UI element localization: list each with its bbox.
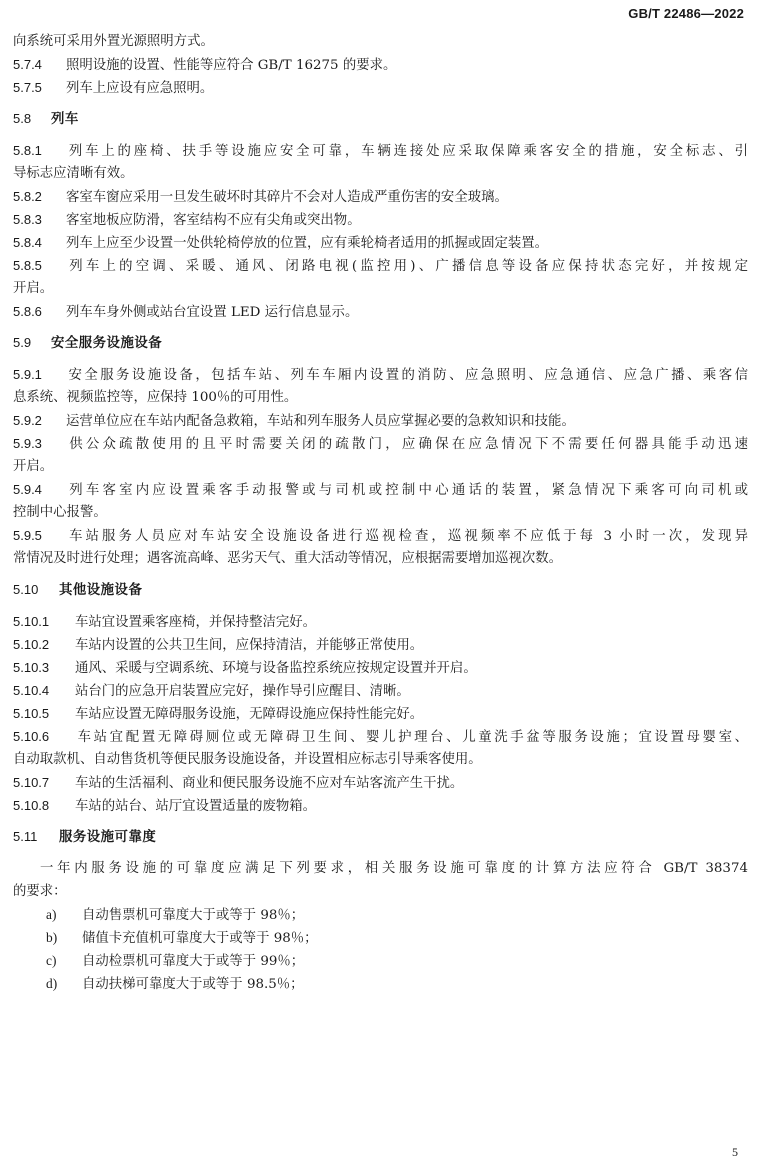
list-text: 自动扶梯可靠度大于或等于 98.5％； (82, 977, 304, 992)
clause (13, 53, 748, 76)
section-title: 服务设施可靠度 (59, 830, 157, 845)
clause-number: 5.8.5 (13, 258, 42, 273)
clause-number: 5.10.8 (13, 798, 50, 813)
clause-continuation: 开启。 (13, 459, 54, 474)
clause-number: 5.9.5 (13, 528, 42, 543)
clause-number: 5.7.5 (13, 80, 42, 95)
clause-number: 5.9.2 (13, 413, 42, 428)
clause-number: 5.9.1 (13, 367, 42, 382)
page-number: 5 (732, 1145, 738, 1159)
standard-code-header: GB/T 22486—2022 (628, 6, 744, 21)
intro-text: 一年内服务设施的可靠度应满足下列要求，相关服务设施可靠度的计算方法应符合 GB/T 38374 (40, 861, 748, 876)
list-text: 自动检票机可靠度大于或等于 99％； (82, 954, 305, 969)
clause-continuation: 息系统、视频监控等，应保持 100％的可用性。 (13, 390, 298, 405)
clause-number: 5.10.5 (13, 706, 50, 721)
intro-text: 的要求： (13, 884, 67, 899)
clause-continuation: 自动取款机、自动售货机等便民服务设施设备，并设置相应标志引导乘客使用。 (13, 752, 482, 767)
clause-number: 5.9.4 (13, 482, 42, 497)
section-title: 列车 (51, 112, 79, 127)
list-item (13, 926, 748, 949)
list-label: a) (46, 907, 57, 922)
section-number: 5.11 (13, 829, 38, 844)
clause (13, 185, 748, 208)
clause (13, 702, 748, 725)
clause-text: 车站宜配置无障碍厕位或无障碍卫生间、婴儿护理台、儿童洗手盆等服务设施；宜设置母婴室、 (75, 730, 748, 745)
clause-number: 5.8.1 (13, 143, 42, 158)
clause (13, 254, 748, 277)
clause-text: 列车上应至少设置一处供轮椅停放的位置，应有乘轮椅者适用的抓握或固定装置。 (66, 236, 549, 251)
clause (13, 524, 748, 547)
section-number: 5.8 (13, 111, 32, 126)
continued-paragraph: 向系统可采用外置光源照明方式。 (13, 34, 214, 49)
section-title: 其他设施设备 (59, 583, 143, 598)
clause-text: 列车车身外侧或站台宜设置 LED 运行信息显示。 (66, 305, 359, 320)
list-item (13, 903, 748, 926)
clause-number: 5.8.3 (13, 212, 42, 227)
clause-text: 供公众疏散使用的且平时需要关闭的疏散门，应确保在应急情况下不需要任何器具能手动迅速 (66, 437, 748, 452)
clause-continuation: 控制中心报警。 (13, 505, 107, 520)
section-heading (13, 106, 748, 132)
clause-text: 车站宜设置乘客座椅，并保持整洁完好。 (75, 615, 317, 630)
document-body (13, 30, 748, 995)
clause-continuation: 导标志应清晰有效。 (13, 166, 134, 181)
list-text: 自动售票机可靠度大于或等于 98％； (82, 908, 305, 923)
clause-number: 5.10.1 (13, 614, 50, 629)
clause-text: 车站内设置的公共卫生间，应保持清洁，并能够正常使用。 (75, 638, 424, 653)
list-label: d) (46, 976, 58, 991)
clause-number: 5.7.4 (13, 57, 42, 72)
clause (13, 409, 748, 432)
clause-number: 5.10.6 (13, 729, 50, 744)
clause-number: 5.10.3 (13, 660, 50, 675)
clause (13, 432, 748, 455)
clause (13, 633, 748, 656)
clause-number: 5.9.3 (13, 436, 42, 451)
clause (13, 771, 748, 794)
clause-text: 站台门的应急开启装置应完好，操作导引应醒目、清晰。 (75, 684, 410, 699)
clause (13, 656, 748, 679)
clause-text: 通风、采暖与空调系统、环境与设备监控系统应按规定设置并开启。 (75, 661, 477, 676)
clause-text: 客室地板应防滑，客室结构不应有尖角或突出物。 (66, 213, 361, 228)
clause-text: 车站的站台、站厅宜设置适量的废物箱。 (75, 799, 317, 814)
clause-text: 照明设施的设置、性能等应符合 GB/T 16275 的要求。 (66, 58, 397, 73)
clause-text: 车站的生活福利、商业和便民服务设施不应对车站客流产生干扰。 (75, 776, 464, 791)
list-item (13, 972, 748, 995)
clause-number: 5.10.7 (13, 775, 50, 790)
section-heading (13, 330, 748, 356)
list-label: b) (46, 930, 58, 945)
section-title: 安全服务设施设备 (51, 336, 163, 351)
clause (13, 208, 748, 231)
clause (13, 231, 748, 254)
clause-number: 5.8.6 (13, 304, 42, 319)
clause (13, 679, 748, 702)
clause-text: 列车客室内应设置乘客手动报警或与司机或控制中心通话的装置，紧急情况下乘客可向司机或 (66, 483, 748, 498)
clause-text: 车站服务人员应对车站安全设施设备进行巡视检查，巡视频率不应低于每 3 小时一次，发现异 (66, 529, 748, 544)
clause-number: 5.8.2 (13, 189, 42, 204)
clause-continuation: 开启。 (13, 281, 54, 296)
clause-text: 列车上的空调、采暖、通风、闭路电视(监控用)、广播信息等设备应保持状态完好，并按规定 (66, 259, 748, 274)
clause-text: 车站应设置无障碍服务设施，无障碍设施应保持性能完好。 (75, 707, 424, 722)
section-heading (13, 824, 748, 850)
list-text: 储值卡充值机可靠度大于或等于 98％； (82, 931, 318, 946)
clause-text: 客室车窗应采用一旦发生破坏时其碎片不会对人造成严重伤害的安全玻璃。 (66, 190, 508, 205)
clause-text: 运营单位应在车站内配备急救箱，车站和列车服务人员应掌握必要的急救知识和技能。 (66, 414, 575, 429)
clause-text: 安全服务设施设备，包括车站、列车车厢内设置的消防、应急照明、应急通信、应急广播、乘客信 (66, 368, 748, 383)
clause (13, 300, 748, 323)
clause (13, 610, 748, 633)
clause (13, 794, 748, 817)
section-number: 5.9 (13, 335, 32, 350)
clause-number: 5.8.4 (13, 235, 42, 250)
clause (13, 725, 748, 748)
clause-text: 列车上应设有应急照明。 (66, 81, 214, 96)
clause (13, 478, 748, 501)
clause-continuation: 常情况及时进行处理；遇客流高峰、恶劣天气、重大活动等情况，应根据需要增加巡视次数。 (13, 551, 563, 566)
clause (13, 139, 748, 162)
clause-text: 列车上的座椅、扶手等设施应安全可靠，车辆连接处应采取保障乘客安全的措施，安全标志、引 (66, 144, 748, 159)
clause-number: 5.10.2 (13, 637, 50, 652)
clause (13, 363, 748, 386)
section-heading (13, 577, 748, 603)
section-number: 5.10 (13, 582, 39, 597)
list-label: c) (46, 953, 57, 968)
list-item (13, 949, 748, 972)
clause (13, 76, 748, 99)
clause-number: 5.10.4 (13, 683, 50, 698)
